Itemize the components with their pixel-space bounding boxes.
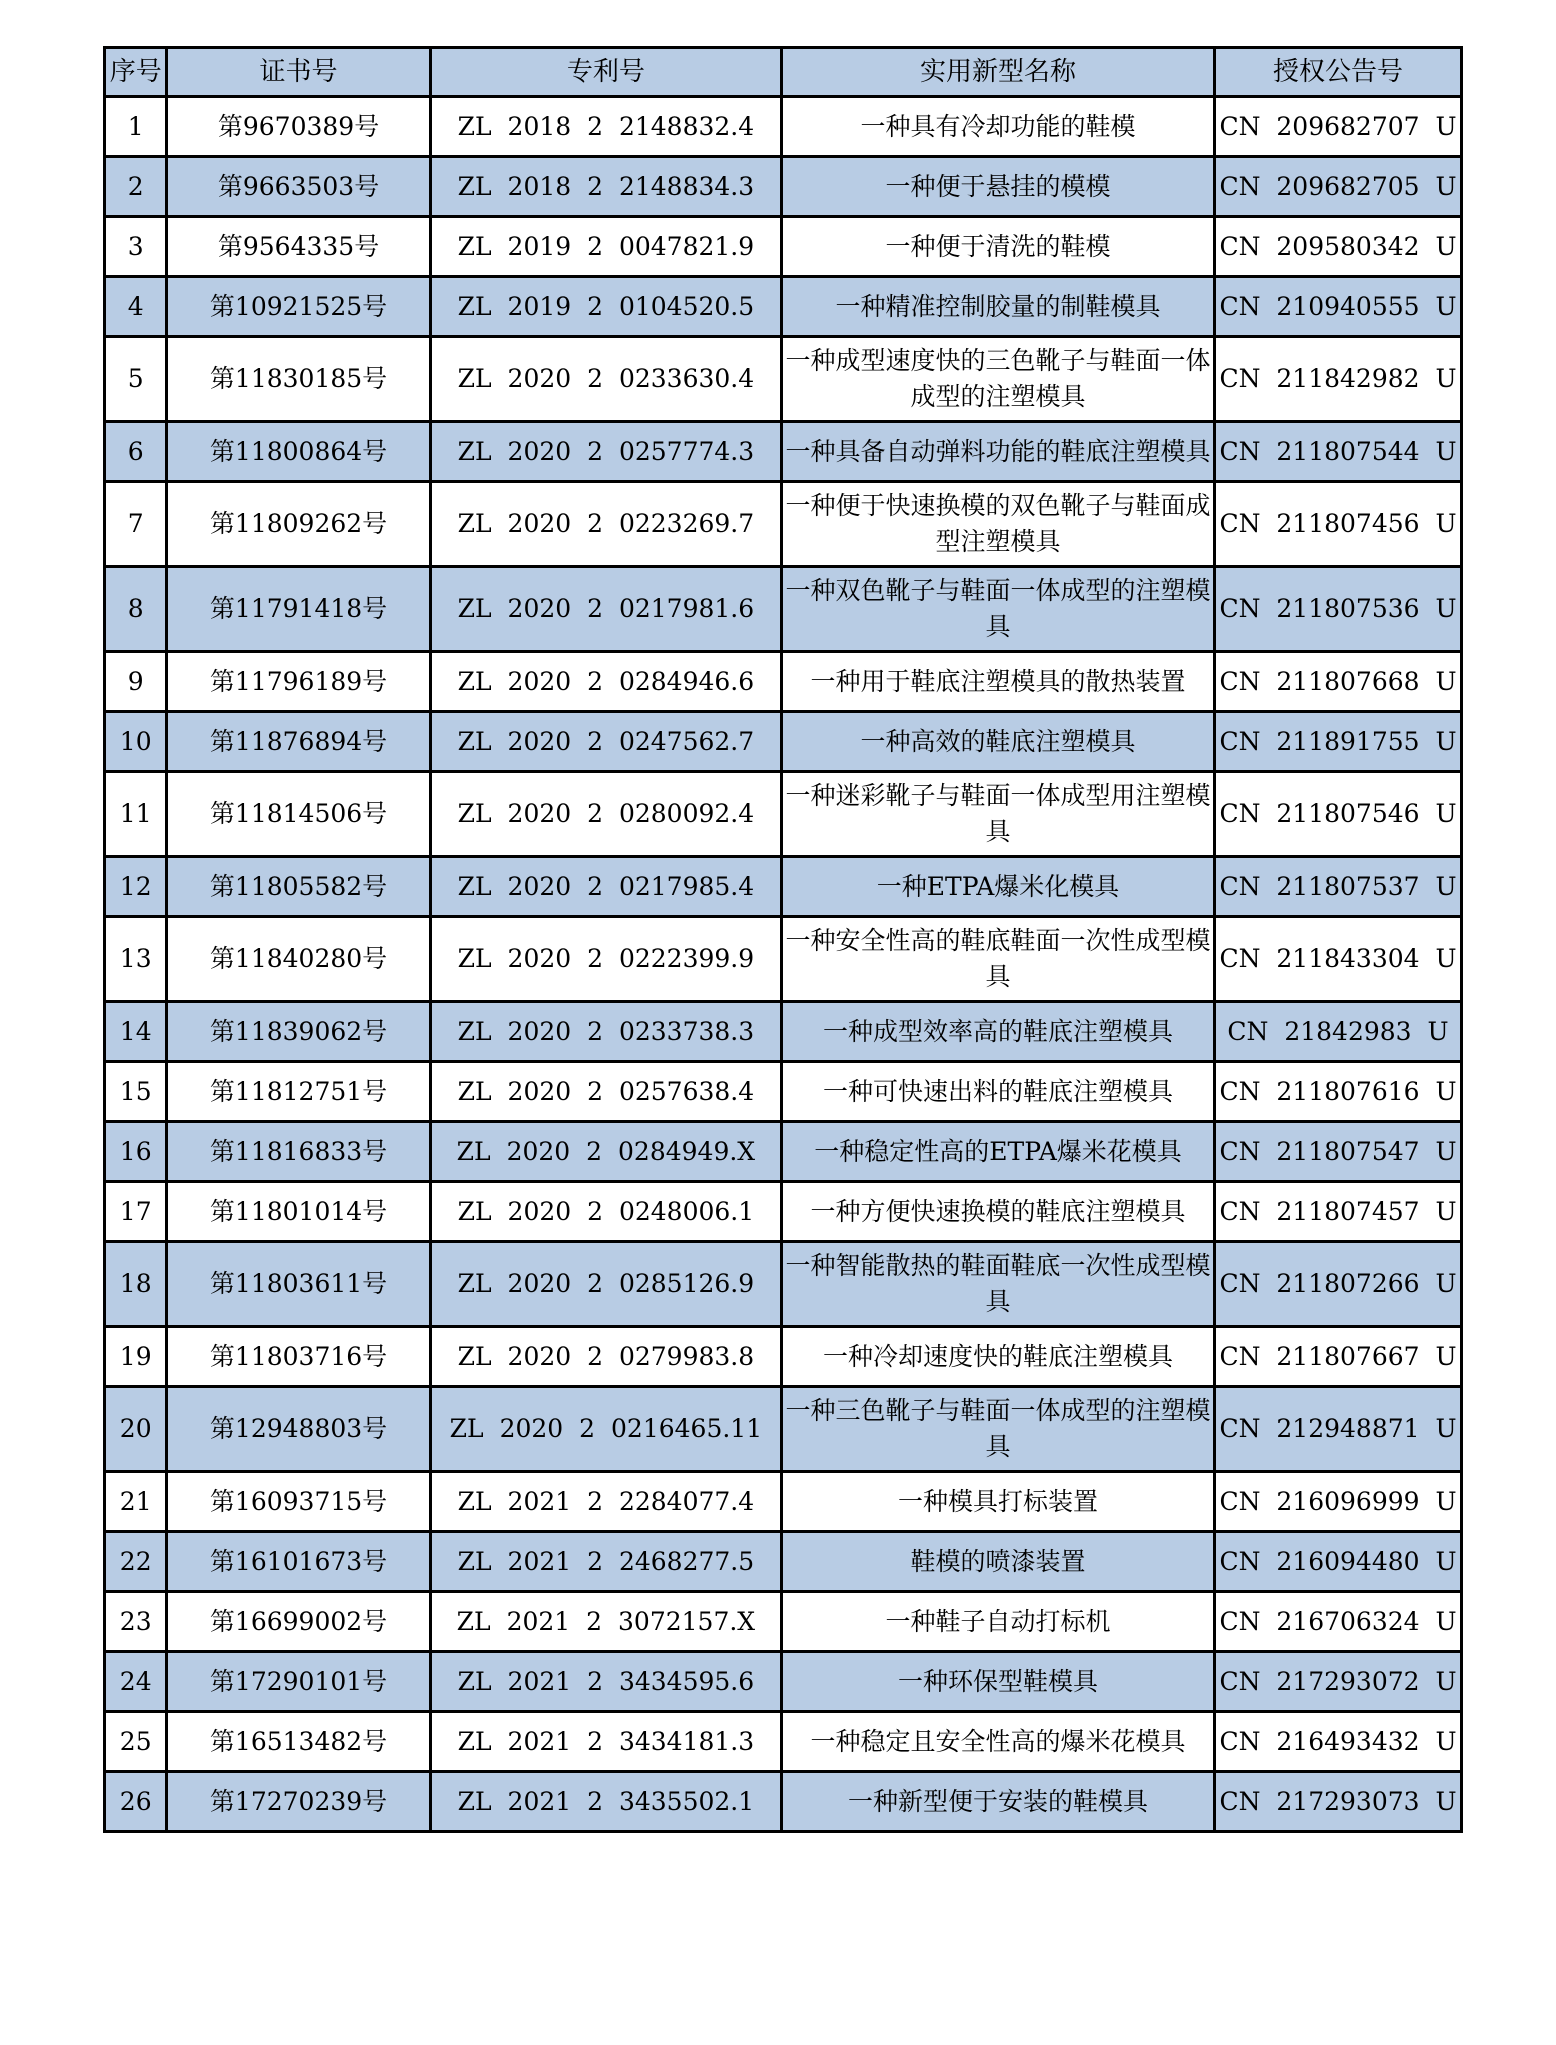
table-row	[105, 712, 1462, 772]
cell-publication-number: CN 211807546 U	[1215, 772, 1462, 857]
cell-serial-number: 16	[105, 1122, 167, 1182]
cell-publication-number: CN 209580342 U	[1215, 217, 1462, 277]
cell-certificate-number: 第16093715号	[167, 1472, 430, 1532]
cell-serial-number: 13	[105, 917, 167, 1002]
cell-utility-model-name: 鞋模的喷漆装置	[782, 1532, 1215, 1592]
cell-publication-number: CN 216094480 U	[1215, 1532, 1462, 1592]
cell-certificate-number: 第16699002号	[167, 1592, 430, 1652]
cell-serial-number: 26	[105, 1772, 167, 1832]
cell-utility-model-name: 一种稳定且安全性高的爆米花模具	[782, 1712, 1215, 1772]
cell-certificate-number: 第11809262号	[167, 482, 430, 567]
cell-serial-number: 14	[105, 1002, 167, 1062]
cell-utility-model-name: 一种稳定性高的ETPA爆米花模具	[782, 1122, 1215, 1182]
cell-patent-number: ZL 2020 2 0257774.3	[430, 422, 781, 482]
cell-certificate-number: 第11796189号	[167, 652, 430, 712]
table-row	[105, 857, 1462, 917]
table-row	[105, 482, 1462, 567]
cell-certificate-number: 第9670389号	[167, 97, 430, 157]
cell-utility-model-name: 一种三色靴子与鞋面一体成型的注塑模具	[782, 1387, 1215, 1472]
cell-certificate-number: 第17270239号	[167, 1772, 430, 1832]
column-header-certificate-number: 证书号	[167, 48, 430, 97]
cell-publication-number: CN 211807668 U	[1215, 652, 1462, 712]
table-row	[105, 1592, 1462, 1652]
cell-publication-number: CN 216096999 U	[1215, 1472, 1462, 1532]
column-header-utility-model-name: 实用新型名称	[782, 48, 1215, 97]
cell-patent-number: ZL 2021 2 3434595.6	[430, 1652, 781, 1712]
cell-publication-number: CN 217293072 U	[1215, 1652, 1462, 1712]
cell-certificate-number: 第16513482号	[167, 1712, 430, 1772]
cell-patent-number: ZL 2020 2 0222399.9	[430, 917, 781, 1002]
table-row	[105, 217, 1462, 277]
cell-serial-number: 6	[105, 422, 167, 482]
cell-certificate-number: 第11816833号	[167, 1122, 430, 1182]
cell-patent-number: ZL 2020 2 0233738.3	[430, 1002, 781, 1062]
cell-patent-number: ZL 2018 2 2148832.4	[430, 97, 781, 157]
cell-utility-model-name: 一种模具打标装置	[782, 1472, 1215, 1532]
cell-serial-number: 7	[105, 482, 167, 567]
cell-serial-number: 5	[105, 337, 167, 422]
cell-certificate-number: 第11830185号	[167, 337, 430, 422]
cell-certificate-number: 第12948803号	[167, 1387, 430, 1472]
cell-publication-number: CN 211807547 U	[1215, 1122, 1462, 1182]
cell-publication-number: CN 216706324 U	[1215, 1592, 1462, 1652]
cell-patent-number: ZL 2021 2 3434181.3	[430, 1712, 781, 1772]
cell-utility-model-name: 一种可快速出料的鞋底注塑模具	[782, 1062, 1215, 1122]
table-row	[105, 157, 1462, 217]
cell-serial-number: 4	[105, 277, 167, 337]
table-row	[105, 917, 1462, 1002]
cell-publication-number: CN 211891755 U	[1215, 712, 1462, 772]
cell-utility-model-name: 一种成型效率高的鞋底注塑模具	[782, 1002, 1215, 1062]
cell-certificate-number: 第16101673号	[167, 1532, 430, 1592]
cell-serial-number: 17	[105, 1182, 167, 1242]
cell-certificate-number: 第11803611号	[167, 1242, 430, 1327]
cell-publication-number: CN 217293073 U	[1215, 1772, 1462, 1832]
column-header-publication-number: 授权公告号	[1215, 48, 1462, 97]
cell-patent-number: ZL 2019 2 0104520.5	[430, 277, 781, 337]
cell-certificate-number: 第11814506号	[167, 772, 430, 857]
cell-patent-number: ZL 2020 2 0248006.1	[430, 1182, 781, 1242]
cell-serial-number: 1	[105, 97, 167, 157]
cell-serial-number: 11	[105, 772, 167, 857]
table-row	[105, 652, 1462, 712]
cell-patent-number: ZL 2020 2 0217981.6	[430, 567, 781, 652]
cell-utility-model-name: 一种迷彩靴子与鞋面一体成型用注塑模具	[782, 772, 1215, 857]
cell-certificate-number: 第10921525号	[167, 277, 430, 337]
table-row	[105, 1002, 1462, 1062]
cell-publication-number: CN 211807266 U	[1215, 1242, 1462, 1327]
cell-patent-number: ZL 2021 2 3072157.X	[430, 1592, 781, 1652]
cell-serial-number: 25	[105, 1712, 167, 1772]
cell-utility-model-name: 一种便于悬挂的模模	[782, 157, 1215, 217]
table-row	[105, 772, 1462, 857]
cell-certificate-number: 第11791418号	[167, 567, 430, 652]
cell-publication-number: CN 21842983 U	[1215, 1002, 1462, 1062]
table-row	[105, 1327, 1462, 1387]
cell-serial-number: 2	[105, 157, 167, 217]
cell-serial-number: 19	[105, 1327, 167, 1387]
column-header-patent-number: 专利号	[430, 48, 781, 97]
cell-certificate-number: 第11839062号	[167, 1002, 430, 1062]
cell-utility-model-name: 一种便于快速换模的双色靴子与鞋面成型注塑模具	[782, 482, 1215, 567]
cell-certificate-number: 第17290101号	[167, 1652, 430, 1712]
cell-utility-model-name: 一种安全性高的鞋底鞋面一次性成型模具	[782, 917, 1215, 1002]
table-row	[105, 422, 1462, 482]
cell-utility-model-name: 一种高效的鞋底注塑模具	[782, 712, 1215, 772]
cell-serial-number: 24	[105, 1652, 167, 1712]
cell-patent-number: ZL 2020 2 0285126.9	[430, 1242, 781, 1327]
cell-certificate-number: 第9663503号	[167, 157, 430, 217]
cell-publication-number: CN 209682707 U	[1215, 97, 1462, 157]
cell-certificate-number: 第11803716号	[167, 1327, 430, 1387]
table-row	[105, 1122, 1462, 1182]
cell-patent-number: ZL 2020 2 0217985.4	[430, 857, 781, 917]
cell-utility-model-name: 一种冷却速度快的鞋底注塑模具	[782, 1327, 1215, 1387]
patent-table	[103, 46, 1463, 1833]
cell-publication-number: CN 211807537 U	[1215, 857, 1462, 917]
cell-serial-number: 22	[105, 1532, 167, 1592]
cell-utility-model-name: 一种鞋子自动打标机	[782, 1592, 1215, 1652]
cell-utility-model-name: 一种ETPA爆米化模具	[782, 857, 1215, 917]
cell-utility-model-name: 一种双色靴子与鞋面一体成型的注塑模具	[782, 567, 1215, 652]
cell-certificate-number: 第11805582号	[167, 857, 430, 917]
table-row	[105, 1062, 1462, 1122]
cell-patent-number: ZL 2020 2 0247562.7	[430, 712, 781, 772]
table-row	[105, 337, 1462, 422]
cell-patent-number: ZL 2019 2 0047821.9	[430, 217, 781, 277]
cell-patent-number: ZL 2020 2 0284946.6	[430, 652, 781, 712]
cell-certificate-number: 第9564335号	[167, 217, 430, 277]
cell-certificate-number: 第11840280号	[167, 917, 430, 1002]
table-row	[105, 97, 1462, 157]
cell-serial-number: 23	[105, 1592, 167, 1652]
table-row	[105, 1387, 1462, 1472]
cell-patent-number: ZL 2021 2 3435502.1	[430, 1772, 781, 1832]
cell-certificate-number: 第11812751号	[167, 1062, 430, 1122]
cell-serial-number: 15	[105, 1062, 167, 1122]
cell-patent-number: ZL 2020 2 0284949.X	[430, 1122, 781, 1182]
table-header-row	[105, 48, 1462, 97]
cell-serial-number: 18	[105, 1242, 167, 1327]
table-row	[105, 1242, 1462, 1327]
cell-patent-number: ZL 2020 2 0279983.8	[430, 1327, 781, 1387]
cell-publication-number: CN 212948871 U	[1215, 1387, 1462, 1472]
cell-utility-model-name: 一种具备自动弹料功能的鞋底注塑模具	[782, 422, 1215, 482]
cell-patent-number: ZL 2020 2 0257638.4	[430, 1062, 781, 1122]
cell-utility-model-name: 一种方便快速换模的鞋底注塑模具	[782, 1182, 1215, 1242]
cell-publication-number: CN 211807457 U	[1215, 1182, 1462, 1242]
table-body	[105, 97, 1462, 1832]
table-row	[105, 1772, 1462, 1832]
cell-patent-number: ZL 2021 2 2284077.4	[430, 1472, 781, 1532]
cell-serial-number: 10	[105, 712, 167, 772]
cell-utility-model-name: 一种用于鞋底注塑模具的散热装置	[782, 652, 1215, 712]
table-row	[105, 1532, 1462, 1592]
patent-table-container	[103, 46, 1463, 1833]
cell-publication-number: CN 211843304 U	[1215, 917, 1462, 1002]
cell-publication-number: CN 216493432 U	[1215, 1712, 1462, 1772]
cell-utility-model-name: 一种环保型鞋模具	[782, 1652, 1215, 1712]
cell-certificate-number: 第11876894号	[167, 712, 430, 772]
cell-publication-number: CN 211807667 U	[1215, 1327, 1462, 1387]
cell-patent-number: ZL 2020 2 0280092.4	[430, 772, 781, 857]
cell-publication-number: CN 211807536 U	[1215, 567, 1462, 652]
cell-serial-number: 21	[105, 1472, 167, 1532]
cell-serial-number: 8	[105, 567, 167, 652]
cell-publication-number: CN 211842982 U	[1215, 337, 1462, 422]
cell-utility-model-name: 一种成型速度快的三色靴子与鞋面一体成型的注塑模具	[782, 337, 1215, 422]
cell-publication-number: CN 211807456 U	[1215, 482, 1462, 567]
cell-certificate-number: 第11801014号	[167, 1182, 430, 1242]
table-row	[105, 1652, 1462, 1712]
column-header-serial-number: 序号	[105, 48, 167, 97]
table-row	[105, 1182, 1462, 1242]
cell-serial-number: 12	[105, 857, 167, 917]
cell-utility-model-name: 一种精准控制胶量的制鞋模具	[782, 277, 1215, 337]
cell-patent-number: ZL 2020 2 0233630.4	[430, 337, 781, 422]
cell-patent-number: ZL 2018 2 2148834.3	[430, 157, 781, 217]
cell-publication-number: CN 209682705 U	[1215, 157, 1462, 217]
cell-publication-number: CN 210940555 U	[1215, 277, 1462, 337]
cell-serial-number: 20	[105, 1387, 167, 1472]
cell-utility-model-name: 一种智能散热的鞋面鞋底一次性成型模具	[782, 1242, 1215, 1327]
cell-publication-number: CN 211807544 U	[1215, 422, 1462, 482]
cell-serial-number: 3	[105, 217, 167, 277]
cell-utility-model-name: 一种具有冷却功能的鞋模	[782, 97, 1215, 157]
cell-utility-model-name: 一种新型便于安装的鞋模具	[782, 1772, 1215, 1832]
cell-publication-number: CN 211807616 U	[1215, 1062, 1462, 1122]
table-row	[105, 1712, 1462, 1772]
cell-patent-number: ZL 2021 2 2468277.5	[430, 1532, 781, 1592]
cell-patent-number: ZL 2020 2 0223269.7	[430, 482, 781, 567]
cell-certificate-number: 第11800864号	[167, 422, 430, 482]
cell-serial-number: 9	[105, 652, 167, 712]
table-row	[105, 567, 1462, 652]
table-row	[105, 277, 1462, 337]
cell-utility-model-name: 一种便于清洗的鞋模	[782, 217, 1215, 277]
table-row	[105, 1472, 1462, 1532]
cell-patent-number: ZL 2020 2 0216465.11	[430, 1387, 781, 1472]
